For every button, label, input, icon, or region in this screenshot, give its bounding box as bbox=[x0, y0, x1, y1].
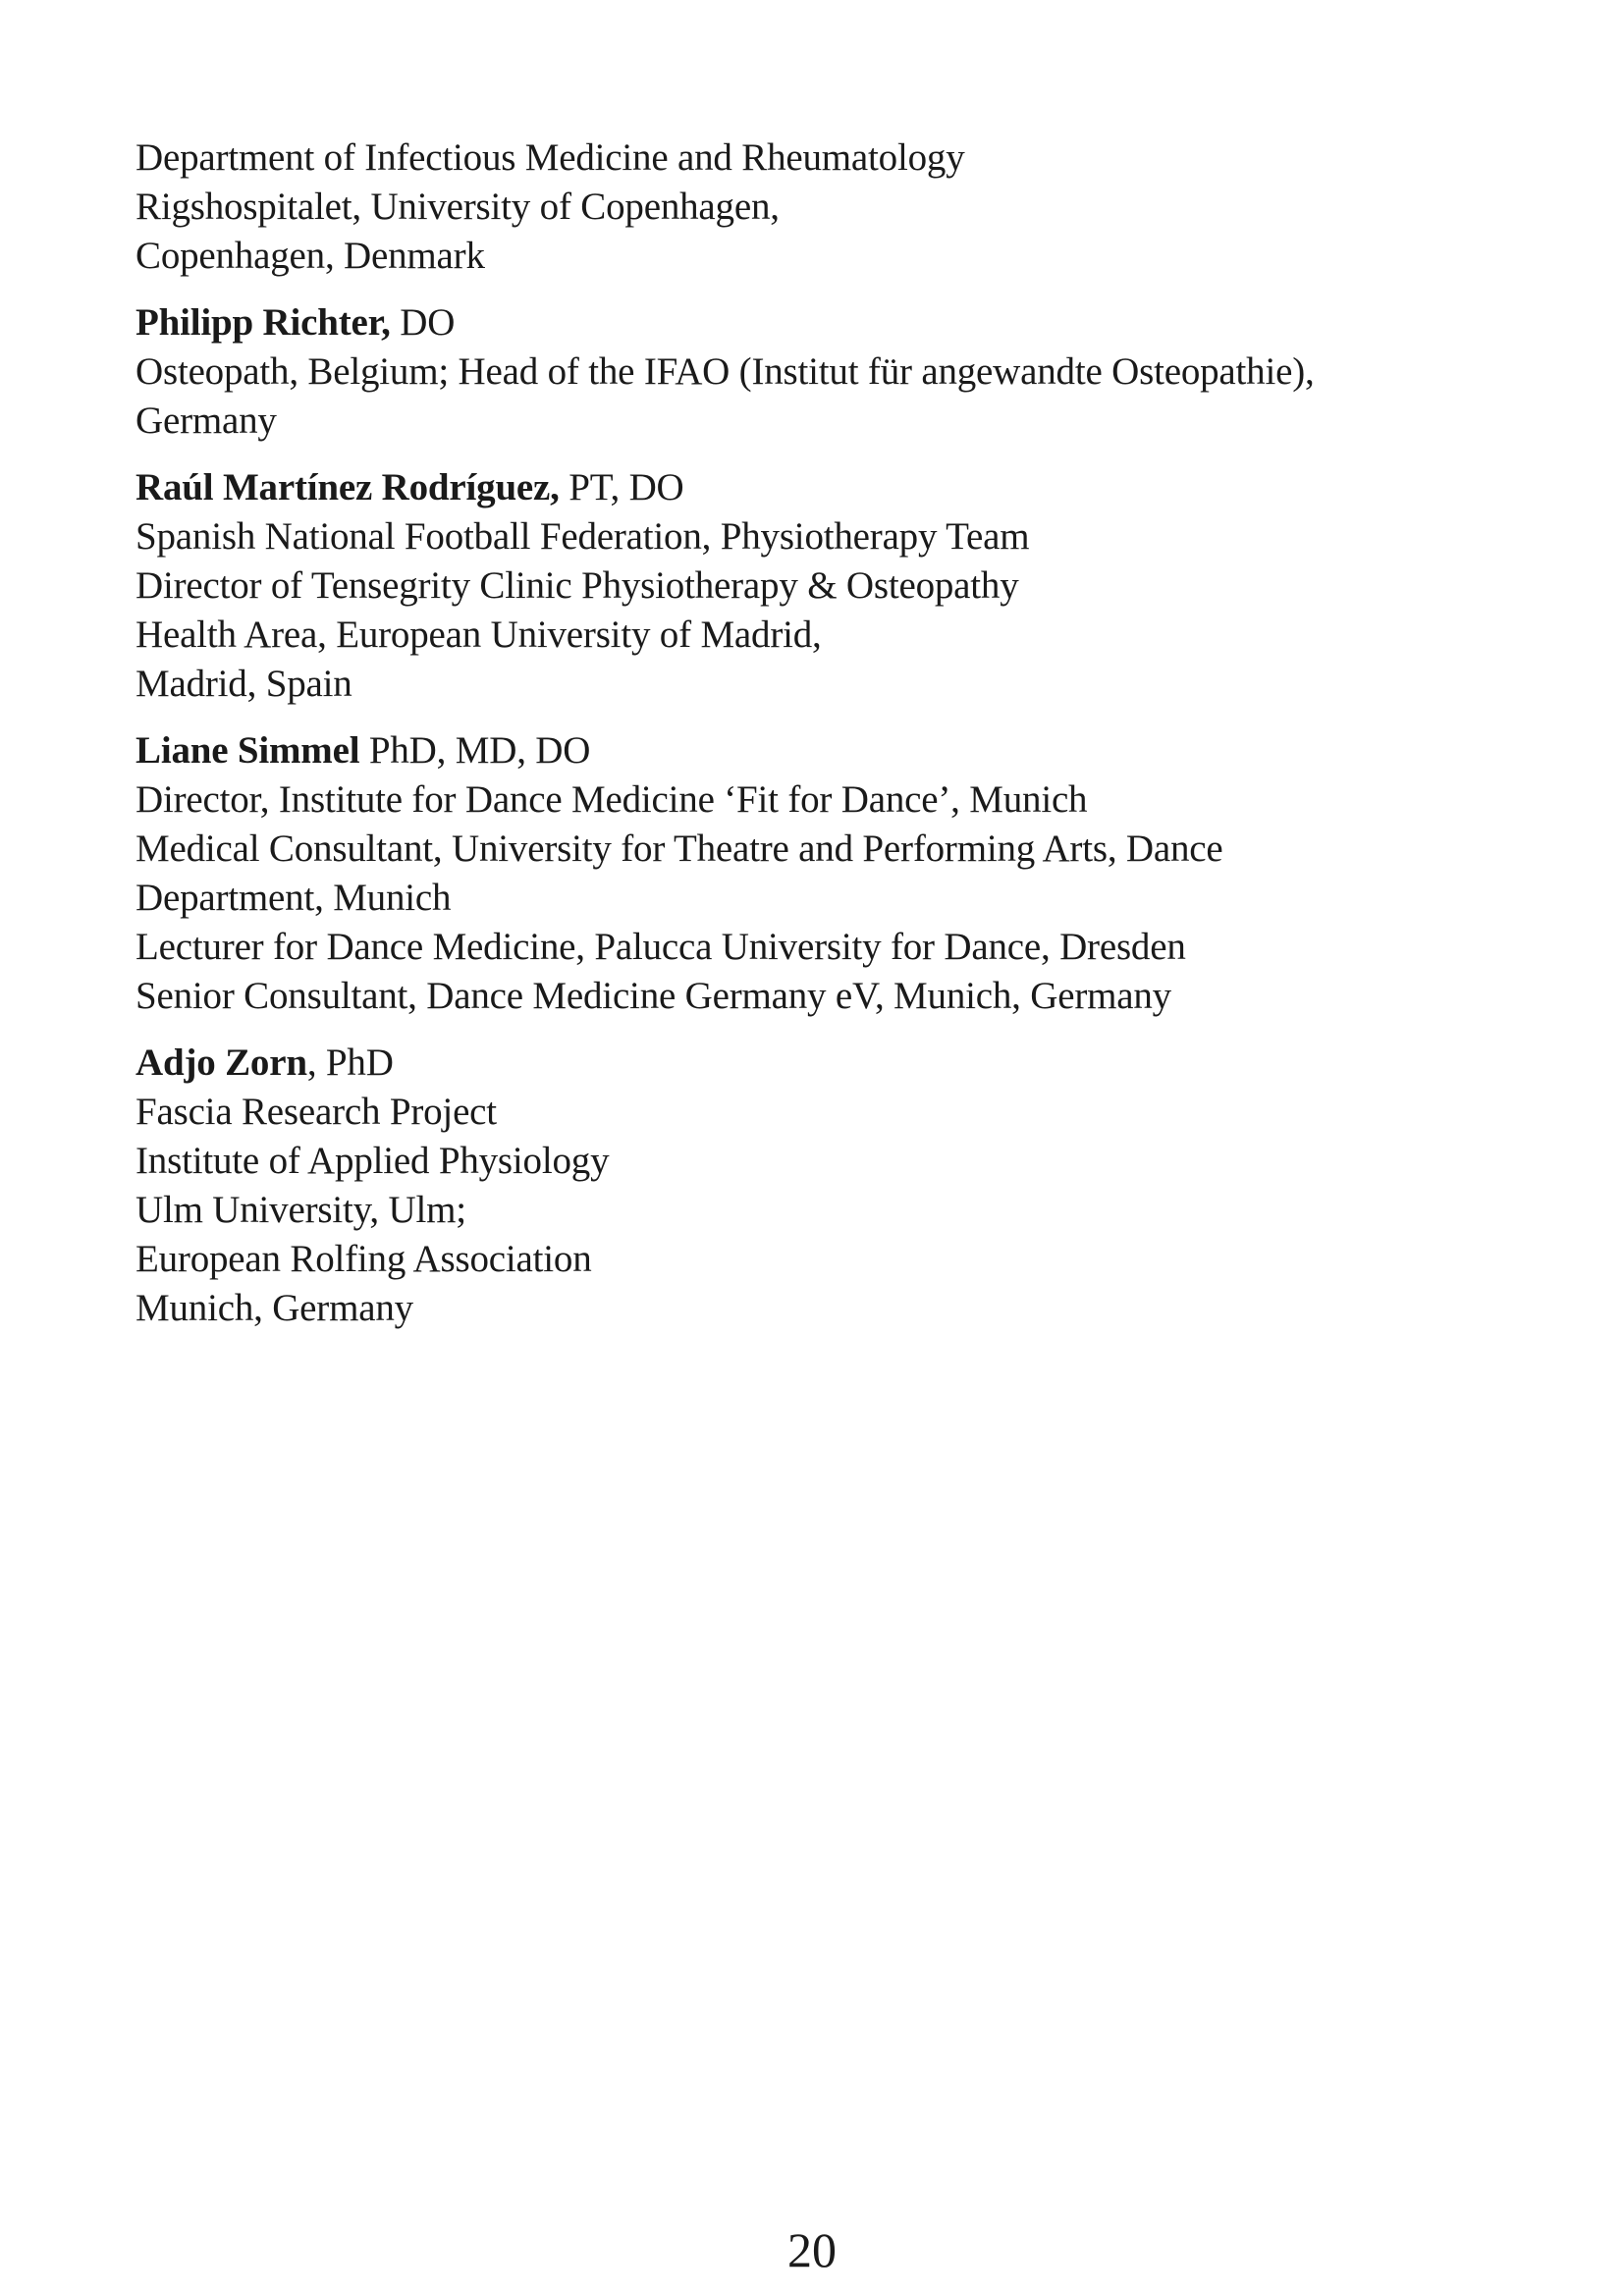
affiliation-line: Madrid, Spain bbox=[135, 663, 352, 705]
affiliation-line: Ulm University, Ulm; bbox=[135, 1189, 466, 1231]
affiliation-line: Director of Tensegrity Clinic Physiotherapy & Osteopathy bbox=[135, 564, 1019, 607]
contributor-name: Liane Simmel bbox=[135, 729, 360, 772]
affiliation-line: Germany bbox=[135, 400, 277, 442]
contributor-heading bbox=[135, 726, 1510, 775]
affiliation-line: Director, Institute for Dance Medicine ‘Fit for Dance’, Munich bbox=[135, 778, 1088, 821]
contributor-entry-simmel bbox=[135, 726, 1510, 1021]
contributor-credentials: DO bbox=[390, 301, 456, 344]
contributor-entry-continued bbox=[135, 133, 1510, 281]
affiliation-line: Department, Munich bbox=[135, 877, 452, 919]
contributor-credentials: PhD, MD, DO bbox=[359, 729, 591, 772]
contributor-list bbox=[135, 133, 1510, 1351]
affiliation-line: Institute of Applied Physiology bbox=[135, 1140, 610, 1182]
contributor-credentials: , PhD bbox=[306, 1041, 394, 1084]
contributor-credentials: PT, DO bbox=[559, 466, 684, 508]
affiliation-line: Spanish National Football Federation, Physiotherapy Team bbox=[135, 515, 1030, 558]
affiliation-line: Lecturer for Dance Medicine, Palucca University for Dance, Dresden bbox=[135, 926, 1186, 968]
contributor-name: Adjo Zorn bbox=[135, 1041, 307, 1084]
affiliation-line: Rigshospitalet, University of Copenhagen, bbox=[135, 186, 780, 228]
contributor-name: Raúl Martínez Rodríguez, bbox=[135, 466, 560, 508]
contributor-name: Philipp Richter, bbox=[135, 301, 391, 344]
contributor-entry-zorn bbox=[135, 1039, 1510, 1333]
affiliation-line: Munich, Germany bbox=[135, 1287, 413, 1329]
affiliation-line: Copenhagen, Denmark bbox=[135, 235, 485, 277]
contributor-heading bbox=[135, 463, 1510, 512]
affiliation-line: Medical Consultant, University for Theatre and Performing Arts, Dance bbox=[135, 828, 1223, 870]
affiliation-line: Health Area, European University of Madrid, bbox=[135, 614, 822, 656]
page-number: 20 bbox=[787, 2222, 837, 2277]
affiliation-line: European Rolfing Association bbox=[135, 1238, 592, 1280]
contributor-entry-richter bbox=[135, 298, 1510, 446]
affiliation-line: Department of Infectious Medicine and Rheumatology bbox=[135, 136, 965, 179]
affiliation-line: Senior Consultant, Dance Medicine Germany eV, Munich, Germany bbox=[135, 975, 1171, 1017]
contributor-heading bbox=[135, 298, 1510, 347]
contributor-heading bbox=[135, 1039, 1510, 1088]
affiliation-line: Osteopath, Belgium; Head of the IFAO (Institut für angewandte Osteopathie), bbox=[135, 350, 1315, 393]
contributor-entry-martinez-rodriguez bbox=[135, 463, 1510, 709]
affiliation-line: Fascia Research Project bbox=[135, 1091, 497, 1133]
